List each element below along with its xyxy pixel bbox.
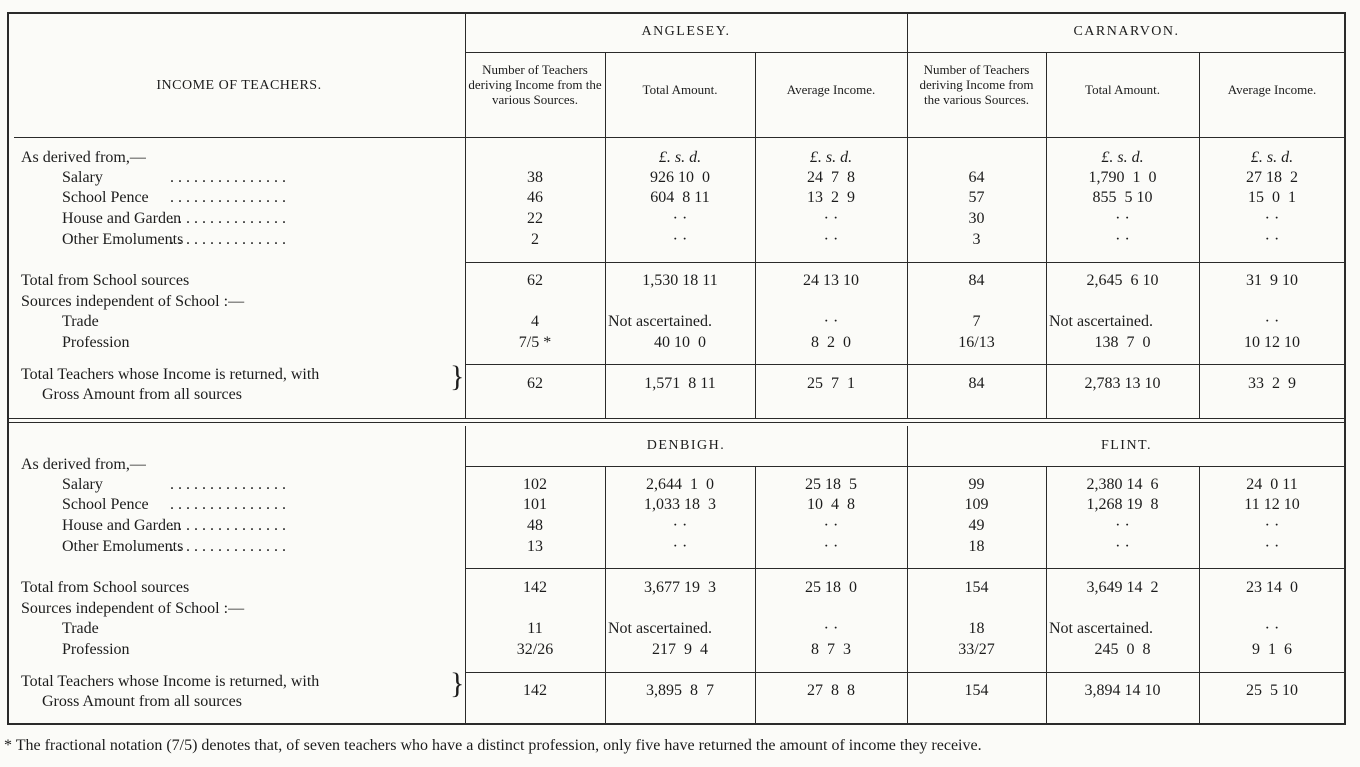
row-label-total-teachers: Total Teachers whose Income is returned, with xyxy=(21,673,320,690)
cell-total-amount: · · xyxy=(672,538,688,555)
cell-total-amount: · · xyxy=(672,210,688,227)
cell-teacher-count: 57 xyxy=(968,189,985,206)
cell-teacher-count: 46 xyxy=(527,189,543,206)
cell-average-income: 31 9 10 xyxy=(1246,272,1298,289)
leader-dots: . . . . . . . . . . . . . . . xyxy=(170,169,286,186)
cell-teacher-count: 38 xyxy=(527,169,543,186)
money-unit-headers: £. s. d. xyxy=(658,149,702,166)
cell-total-amount: 1,033 18 3 xyxy=(644,496,716,513)
cell-total-amount: 1,571 8 11 xyxy=(644,375,716,392)
cell-teacher-count: 18 xyxy=(968,538,985,555)
header-bottom-rule xyxy=(14,137,1346,138)
row-label-gross-amount: Gross Amount from all sources xyxy=(42,386,242,403)
cell-average-income: 27 18 2 xyxy=(1246,169,1298,186)
cell-average-income: · · xyxy=(823,210,839,227)
cell-average-income: · · xyxy=(823,538,839,555)
total-rule xyxy=(465,364,1346,365)
cell-total-amount: 138 7 0 xyxy=(1094,334,1151,351)
cell-teacher-count: 7 xyxy=(972,313,981,330)
row-label-independent: Sources independent of School :— xyxy=(21,600,245,617)
cell-teacher-count: 99 xyxy=(968,476,985,493)
cell-teacher-count: 13 xyxy=(527,538,543,555)
cell-total-amount: · · xyxy=(672,517,688,534)
row-label-salary: Salary xyxy=(62,476,103,493)
county-name-carnarvon: CARNARVON. xyxy=(1073,24,1180,39)
cell-average-income: 24 13 10 xyxy=(803,272,859,289)
cell-teacher-count: 84 xyxy=(968,375,985,392)
row-label-school-pence: School Pence xyxy=(62,496,149,513)
subtotal-rule xyxy=(465,262,1346,263)
county-header-rule xyxy=(465,466,1346,467)
cell-total-amount: 2,783 13 10 xyxy=(1084,375,1161,392)
section-divider-rule xyxy=(7,418,1346,419)
cell-average-income: 25 18 0 xyxy=(805,579,857,596)
cell-teacher-count: 11 xyxy=(527,620,543,637)
row-label-total-school: Total from School sources xyxy=(21,579,190,596)
money-unit-headers: £. s. d. xyxy=(809,149,853,166)
cell-total-amount: Not ascertained. xyxy=(608,620,712,637)
row-label-profession: Profession xyxy=(62,641,130,658)
cell-average-income: 15 0 1 xyxy=(1248,189,1296,206)
cell-teacher-count: 48 xyxy=(527,517,543,534)
cell-teacher-count: 101 xyxy=(523,496,547,513)
cell-teacher-count: 32/26 xyxy=(516,641,554,658)
cell-total-amount: 40 10 0 xyxy=(654,334,706,351)
county-name-denbigh: DENBIGH. xyxy=(646,438,726,453)
cell-average-income: · · xyxy=(1264,313,1280,330)
cell-average-income: · · xyxy=(1264,231,1280,248)
cell-teacher-count: 7/5 * xyxy=(518,334,552,351)
cell-average-income: · · xyxy=(823,313,839,330)
cell-average-income: 33 2 9 xyxy=(1248,375,1296,392)
total-rule xyxy=(465,672,1346,673)
cell-average-income: 11 12 10 xyxy=(1244,496,1300,513)
cell-average-income: · · xyxy=(1264,517,1280,534)
cell-total-amount: · · xyxy=(672,231,688,248)
leader-dots: . . . . . . . . . . . . . . . xyxy=(170,496,286,513)
row-label-total-school: Total from School sources xyxy=(21,272,190,289)
row-label-school-pence: School Pence xyxy=(62,189,149,206)
cell-total-amount: 855 5 10 xyxy=(1092,189,1153,206)
leader-dots: . . . . . . . . . . . . . . . xyxy=(170,476,286,493)
cell-average-income: 10 4 8 xyxy=(807,496,855,513)
row-label-other: Other Emoluments xyxy=(62,231,184,248)
cell-total-amount: 2,380 14 6 xyxy=(1086,476,1159,493)
row-label-as-derived: As derived from,— xyxy=(21,149,146,166)
footnote: * The fractional notation (7/5) denotes that, of seven teachers who have a distinct profession, only five have returned the amount of income they receive. xyxy=(4,737,982,754)
cell-average-income: · · xyxy=(1264,620,1280,637)
cell-total-amount: 3,894 14 10 xyxy=(1084,682,1161,699)
cell-average-income: 10 12 10 xyxy=(1244,334,1300,351)
section-divider-rule xyxy=(7,422,1346,423)
column-header-average-income: Average Income. xyxy=(1227,82,1317,97)
cell-average-income: 27 8 8 xyxy=(807,682,855,699)
leader-dots: . . . . . . . . . . . . . . . xyxy=(170,189,286,206)
row-label-trade: Trade xyxy=(62,620,99,637)
row-label-house-garden: House and Garden xyxy=(62,517,182,534)
cell-total-amount: · · xyxy=(1115,517,1130,534)
cell-total-amount: 217 9 4 xyxy=(652,641,708,658)
cell-teacher-count: 2 xyxy=(531,231,539,248)
row-label-independent: Sources independent of School :— xyxy=(21,293,245,310)
cell-teacher-count: 64 xyxy=(968,169,985,186)
cell-teacher-count: 142 xyxy=(523,682,547,699)
row-label-other: Other Emoluments xyxy=(62,538,184,555)
cell-teacher-count: 16/13 xyxy=(958,334,995,351)
cell-average-income: 13 2 9 xyxy=(807,189,855,206)
cell-average-income: · · xyxy=(1264,538,1280,555)
column-header-teacher-count: Number of Teachers deriving Income from the various Sources. xyxy=(919,62,1034,107)
cell-average-income: 25 7 1 xyxy=(807,375,855,392)
cell-teacher-count: 102 xyxy=(523,476,547,493)
leader-dots: . . . . . . . . . . . . . . . xyxy=(170,538,286,555)
cell-average-income: 24 7 8 xyxy=(807,169,855,186)
leader-dots: . . . . . . . . . . . . . . . xyxy=(170,517,286,534)
row-label-total-teachers: Total Teachers whose Income is returned, with xyxy=(21,366,320,383)
cell-total-amount: 1,530 18 11 xyxy=(642,272,718,289)
cell-total-amount: 3,649 14 2 xyxy=(1086,579,1159,596)
cell-average-income: 24 0 11 xyxy=(1246,476,1298,493)
cell-average-income: · · xyxy=(823,231,839,248)
column-header-teacher-count: Number of Teachers deriving Income from the various Sources. xyxy=(468,62,602,107)
row-label-house-garden: House and Garden xyxy=(62,210,182,227)
cell-average-income: 8 7 3 xyxy=(811,641,851,658)
cell-teacher-count: 4 xyxy=(531,313,539,330)
county-name-anglesey: ANGLESEY. xyxy=(641,24,731,39)
cell-total-amount: · · xyxy=(1115,538,1130,555)
money-unit-headers: £. s. d. xyxy=(1101,149,1144,166)
county-name-flint: FLINT. xyxy=(1100,438,1153,453)
money-unit-headers: £. s. d. xyxy=(1250,149,1294,166)
cell-total-amount: Not ascertained. xyxy=(608,313,712,330)
leader-dots: . . . . . . . . . . . . . . . xyxy=(170,231,286,248)
cell-average-income: 25 18 5 xyxy=(805,476,857,493)
cell-total-amount: 245 0 8 xyxy=(1094,641,1151,658)
cell-total-amount: 604 8 11 xyxy=(650,189,710,206)
cell-teacher-count: 154 xyxy=(964,682,989,699)
cell-teacher-count: 84 xyxy=(968,272,985,289)
brace: } xyxy=(450,667,465,700)
cell-teacher-count: 62 xyxy=(527,272,543,289)
cell-teacher-count: 33/27 xyxy=(958,641,995,658)
cell-teacher-count: 3 xyxy=(972,231,981,248)
cell-total-amount: 926 10 0 xyxy=(650,169,710,186)
county-header-rule xyxy=(465,52,1346,53)
cell-total-amount: Not ascertained. xyxy=(1049,313,1153,330)
cell-total-amount: 2,645 6 10 xyxy=(1086,272,1159,289)
brace: } xyxy=(450,360,465,393)
cell-teacher-count: 62 xyxy=(527,375,543,392)
cell-total-amount: 2,644 1 0 xyxy=(646,476,714,493)
column-header-total-amount: Total Amount. xyxy=(642,82,718,97)
cell-total-amount: Not ascertained. xyxy=(1049,620,1153,637)
cell-total-amount: 3,895 8 7 xyxy=(646,682,714,699)
cell-teacher-count: 30 xyxy=(968,210,985,227)
cell-average-income: · · xyxy=(823,620,839,637)
cell-average-income: 25 5 10 xyxy=(1246,682,1298,699)
row-label-profession: Profession xyxy=(62,334,130,351)
subtotal-rule xyxy=(465,568,1346,569)
cell-teacher-count: 22 xyxy=(527,210,543,227)
cell-average-income: · · xyxy=(1264,210,1280,227)
cell-average-income: 8 2 0 xyxy=(811,334,851,351)
cell-teacher-count: 18 xyxy=(968,620,985,637)
table-header-label: INCOME OF TEACHERS. xyxy=(156,78,322,93)
cell-average-income: 23 14 0 xyxy=(1246,579,1298,596)
cell-total-amount: 1,790 1 0 xyxy=(1088,169,1157,186)
cell-teacher-count: 142 xyxy=(523,579,547,596)
leader-dots: . . . . . . . . . . . . . . . xyxy=(170,210,286,227)
column-header-total-amount: Total Amount. xyxy=(1085,82,1160,97)
cell-teacher-count: 109 xyxy=(964,496,989,513)
row-label-gross-amount: Gross Amount from all sources xyxy=(42,693,242,710)
cell-average-income: · · xyxy=(823,517,839,534)
row-label-trade: Trade xyxy=(62,313,99,330)
cell-total-amount: · · xyxy=(1115,210,1130,227)
row-label-as-derived: As derived from,— xyxy=(21,456,146,473)
row-label-salary: Salary xyxy=(62,169,103,186)
column-header-average-income: Average Income. xyxy=(786,82,876,97)
cell-total-amount: 1,268 19 8 xyxy=(1086,496,1159,513)
cell-teacher-count: 49 xyxy=(968,517,985,534)
cell-total-amount: 3,677 19 3 xyxy=(644,579,716,596)
cell-teacher-count: 154 xyxy=(964,579,989,596)
cell-average-income: 9 1 6 xyxy=(1252,641,1292,658)
cell-total-amount: · · xyxy=(1115,231,1130,248)
